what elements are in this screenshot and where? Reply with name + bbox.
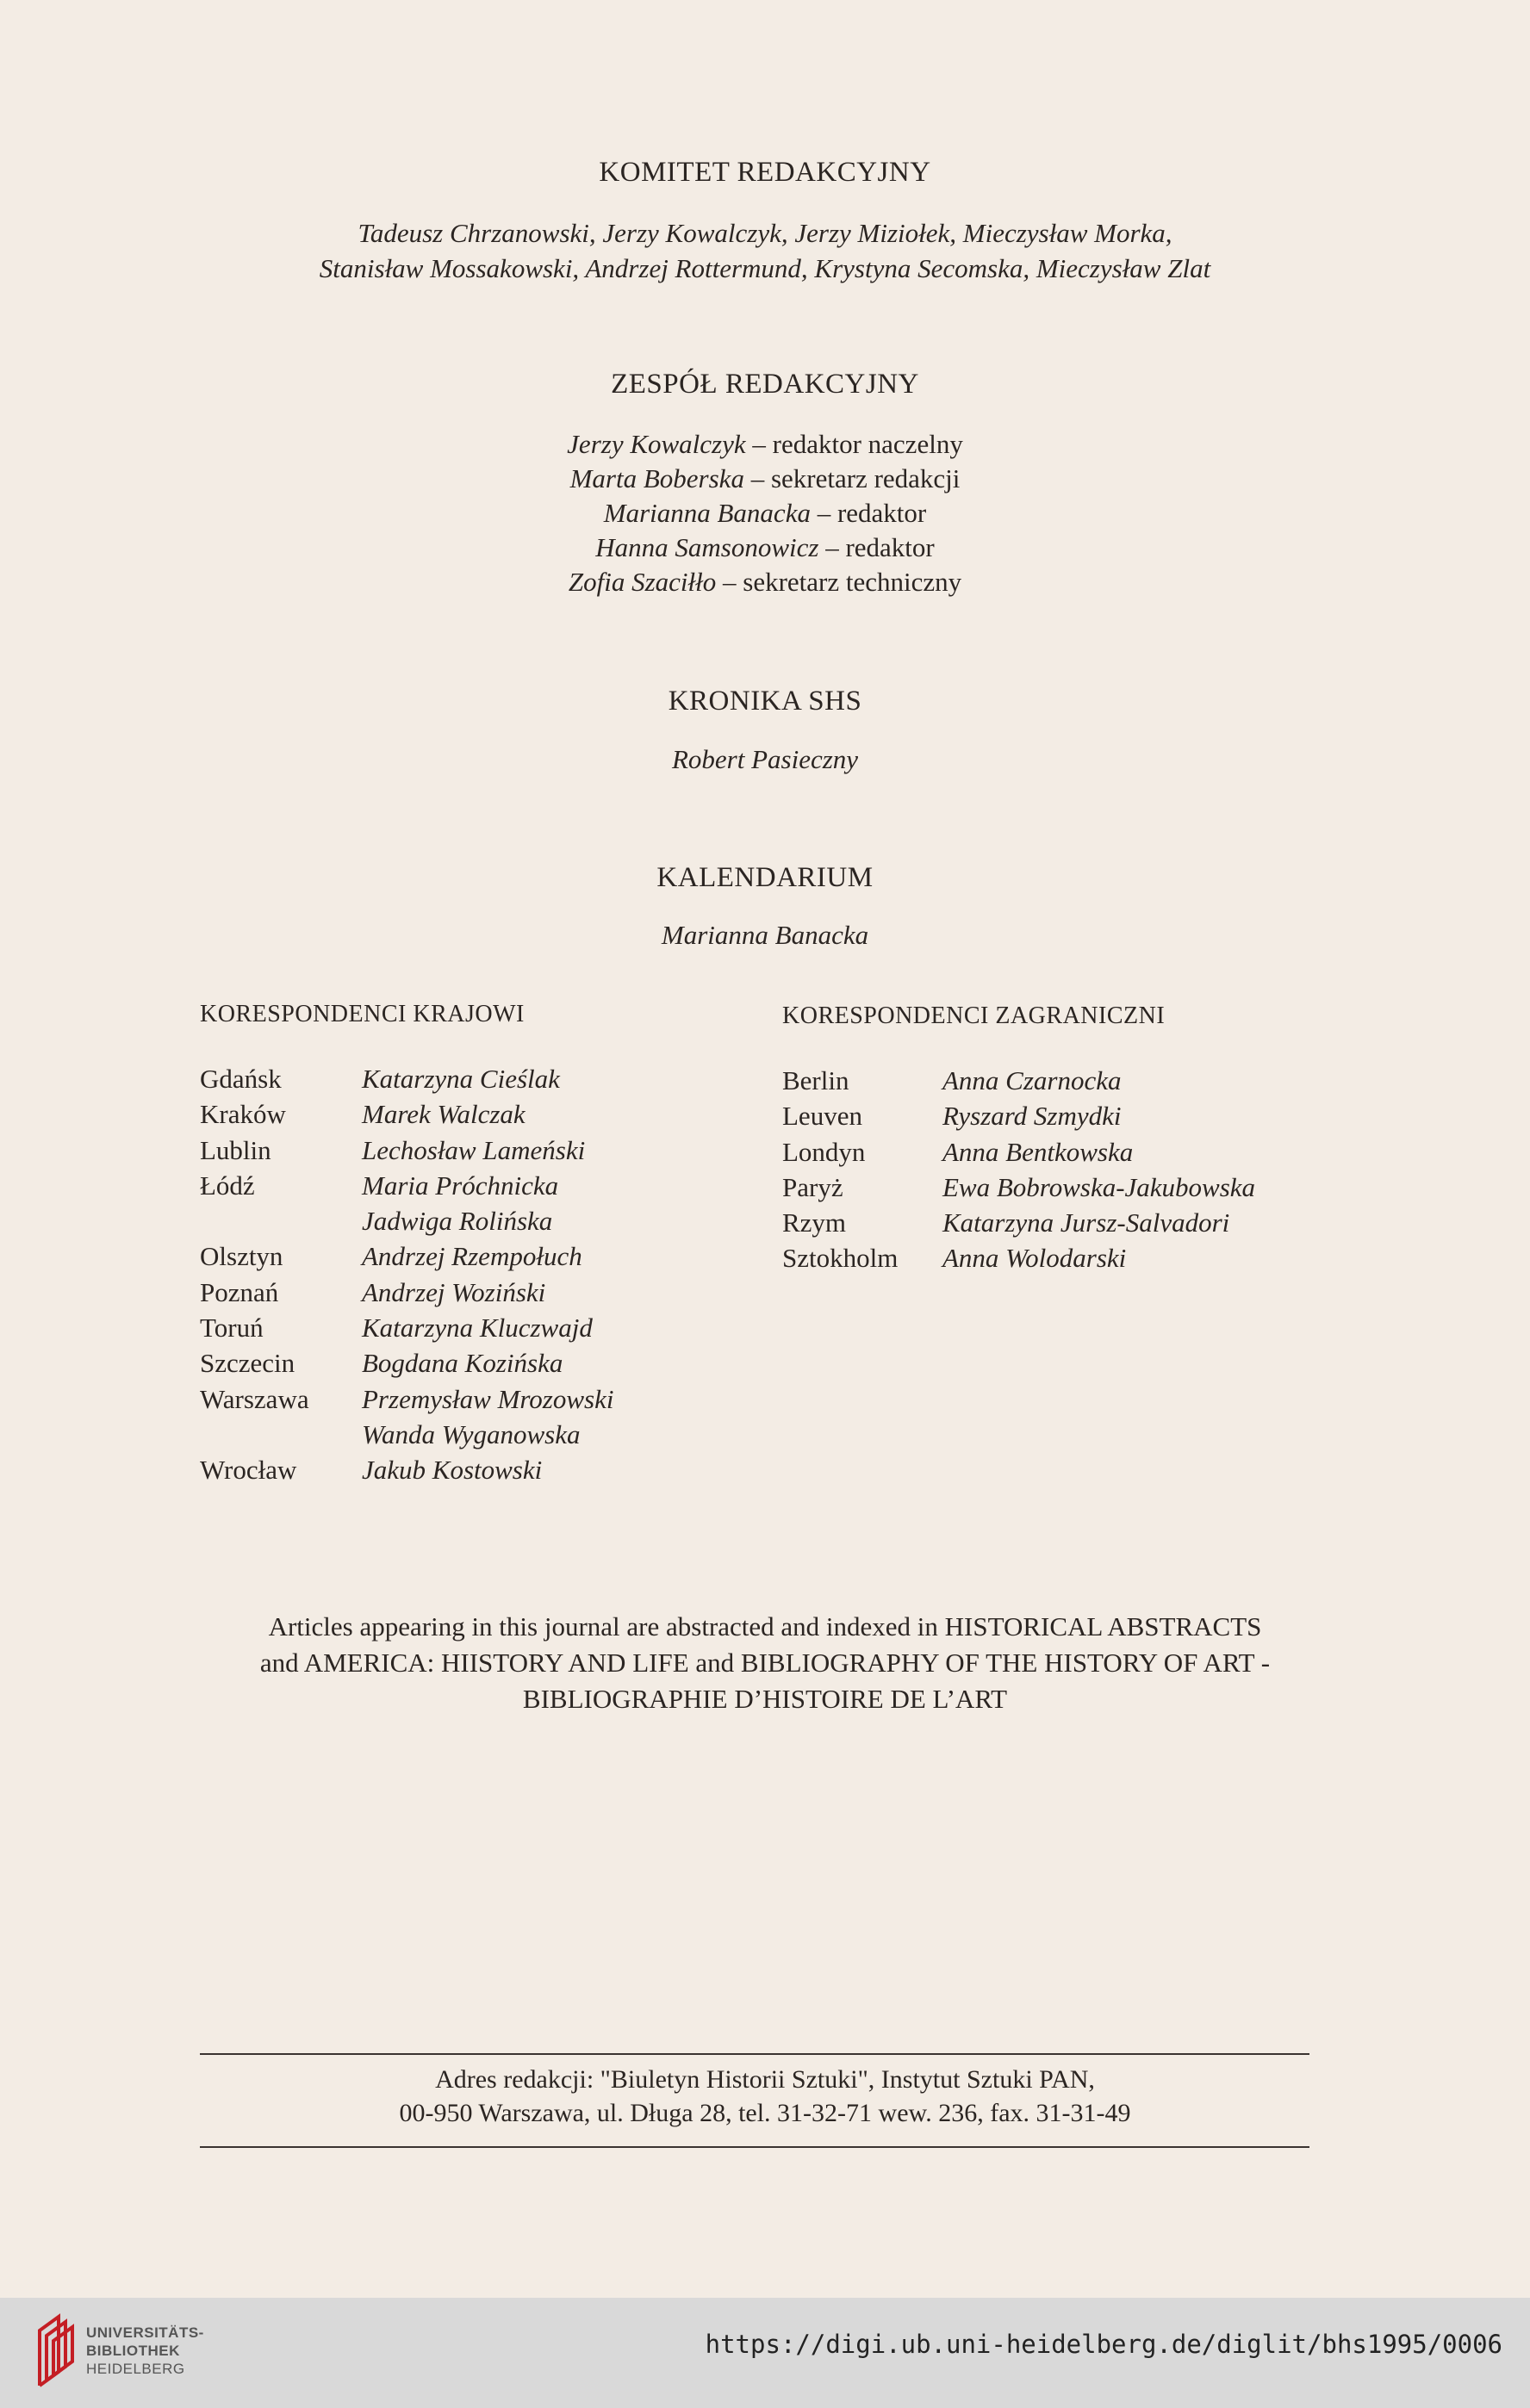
list-item xyxy=(782,1098,1255,1133)
library-logo-icon xyxy=(34,2312,78,2389)
list-item xyxy=(200,1203,614,1238)
list-item xyxy=(200,1238,614,1274)
city: Olsztyn xyxy=(200,1241,283,1272)
zespol-member xyxy=(0,462,1530,496)
correspondent-name: Wanda Wyganowska xyxy=(362,1418,581,1449)
correspondent-name: Katarzyna Cieślak xyxy=(362,1064,560,1094)
komitet-members-line-1: Tadeusz Chrzanowski, Jerzy Kowalczyk, Jerzy Miziołek, Mieczysław Morka, xyxy=(358,218,1172,248)
list-item xyxy=(200,1168,614,1203)
correspondent-name: Ryszard Szmydki xyxy=(942,1101,1122,1132)
kronika-heading: KRONIKA SHS xyxy=(668,686,862,717)
address-line-2: 00-950 Warszawa, ul. Długa 28, tel. 31-32-71 wew. 236, fax. 31-31-49 xyxy=(399,2099,1131,2127)
abstract-line-3: BIBLIOGRAPHIE D’HISTOIRE DE L’ART xyxy=(522,1684,1008,1714)
correspondent-name: Anna Czarnocka xyxy=(942,1065,1122,1095)
city: Kraków xyxy=(200,1099,286,1130)
city: Lublin xyxy=(200,1134,271,1165)
zagraniczni-list xyxy=(782,1063,1255,1276)
city: Wrocław xyxy=(200,1455,297,1486)
list-item xyxy=(782,1170,1255,1205)
correspondent-name: Lechosław Lameński xyxy=(362,1134,586,1165)
city: Paryż xyxy=(782,1171,843,1202)
zespol-heading: ZESPÓŁ REDAKCYJNY xyxy=(611,369,919,400)
member-role: – redaktor naczelny xyxy=(745,429,963,459)
komitet-members-line-2: Stanisław Mossakowski, Andrzej Rottermund, Krystyna Secomska, Mieczysław Zlat xyxy=(319,253,1211,283)
city: Londyn xyxy=(782,1136,866,1167)
correspondent-name: Andrzej Woziński xyxy=(362,1276,546,1307)
list-item xyxy=(782,1205,1255,1240)
logo-line-3: HEIDELBERG xyxy=(86,2361,185,2377)
logo-line-1: UNIVERSITÄTS- xyxy=(86,2324,204,2341)
list-item xyxy=(200,1096,614,1132)
correspondent-name: Anna Bentkowska xyxy=(942,1136,1134,1167)
list-item xyxy=(200,1452,614,1487)
city: Sztokholm xyxy=(782,1243,899,1274)
city xyxy=(200,1203,362,1238)
list-item xyxy=(200,1061,614,1096)
divider-top xyxy=(200,2053,1309,2055)
zespol-member xyxy=(0,427,1530,462)
kalendarium-heading: KALENDARIUM xyxy=(656,862,874,893)
correspondent-name: Katarzyna Jursz-Salvadori xyxy=(942,1207,1230,1238)
correspondent-name: Anna Wolodarski xyxy=(942,1243,1127,1274)
correspondent-name: Przemysław Mrozowski xyxy=(362,1383,614,1414)
city: Poznań xyxy=(200,1276,279,1307)
member-name: Marta Boberska xyxy=(569,463,744,493)
city: Rzym xyxy=(782,1207,847,1238)
kronika-name: Robert Pasieczny xyxy=(671,744,859,774)
correspondent-name: Marek Walczak xyxy=(362,1099,526,1130)
zespol-member xyxy=(0,531,1530,565)
city: Warszawa xyxy=(200,1383,309,1414)
krajowi-heading: KORESPONDENCI KRAJOWI xyxy=(200,1001,525,1027)
city: Toruń xyxy=(200,1313,264,1344)
correspondent-name: Jakub Kostowski xyxy=(362,1455,543,1486)
list-item xyxy=(782,1134,1255,1170)
member-name: Hanna Samsonowicz xyxy=(595,532,819,562)
divider-bottom xyxy=(200,2146,1309,2148)
member-name: Jerzy Kowalczyk xyxy=(567,429,746,459)
member-role: – redaktor xyxy=(818,532,935,562)
zagraniczni-heading: KORESPONDENCI ZAGRANICZNI xyxy=(782,1002,1166,1029)
logo-line-2: BIBLIOTHEK xyxy=(86,2343,180,2359)
list-item xyxy=(200,1275,614,1310)
correspondent-name: Jadwiga Rolińska xyxy=(362,1206,553,1237)
list-item xyxy=(200,1345,614,1381)
city: Gdańsk xyxy=(200,1064,282,1094)
correspondent-name: Andrzej Rzempołuch xyxy=(362,1241,582,1272)
list-item xyxy=(200,1133,614,1168)
correspondent-name: Katarzyna Kluczwajd xyxy=(362,1313,593,1344)
list-item xyxy=(200,1417,614,1452)
komitet-heading: KOMITET REDAKCYJNY xyxy=(599,157,931,188)
list-item xyxy=(782,1240,1255,1275)
city: Szczecin xyxy=(200,1348,295,1379)
member-role: – sekretarz redakcji xyxy=(743,463,961,493)
list-item xyxy=(200,1381,614,1417)
member-name: Marianna Banacka xyxy=(603,498,811,528)
abstract-line-1: Articles appearing in this journal are abstracted and indexed in HISTORICAL ABSTRACTS xyxy=(268,1611,1262,1642)
abstract-line-2: and AMERICA: HIISTORY AND LIFE and BIBLIOGRAPHY OF THE HISTORY OF ART - xyxy=(259,1648,1271,1678)
member-name: Zofia Szaciłło xyxy=(568,567,717,597)
list-item xyxy=(200,1310,614,1345)
library-logo-text[interactable] xyxy=(86,2324,204,2378)
zespol-member xyxy=(0,496,1530,531)
correspondent-name: Ewa Bobrowska-Jakubowska xyxy=(942,1171,1256,1202)
member-role: – redaktor xyxy=(810,498,927,528)
list-item xyxy=(782,1063,1255,1098)
member-role: – sekretarz techniczny xyxy=(716,567,962,597)
krajowi-list xyxy=(200,1061,614,1488)
permalink-url[interactable]: https://digi.ub.uni-heidelberg.de/diglit/bhs1995/0006 xyxy=(705,2330,1502,2359)
city: Łódź xyxy=(200,1170,255,1201)
city: Berlin xyxy=(782,1065,849,1095)
correspondent-name: Maria Próchnicka xyxy=(362,1170,559,1201)
correspondent-name: Bogdana Kozińska xyxy=(362,1348,563,1379)
city: Leuven xyxy=(782,1101,862,1132)
kalendarium-name: Marianna Banacka xyxy=(661,920,869,950)
city xyxy=(200,1417,362,1452)
zespol-member xyxy=(0,565,1530,599)
address-line-1: Adres redakcji: "Biuletyn Historii Sztuki", Instytut Sztuki PAN, xyxy=(435,2065,1095,2094)
